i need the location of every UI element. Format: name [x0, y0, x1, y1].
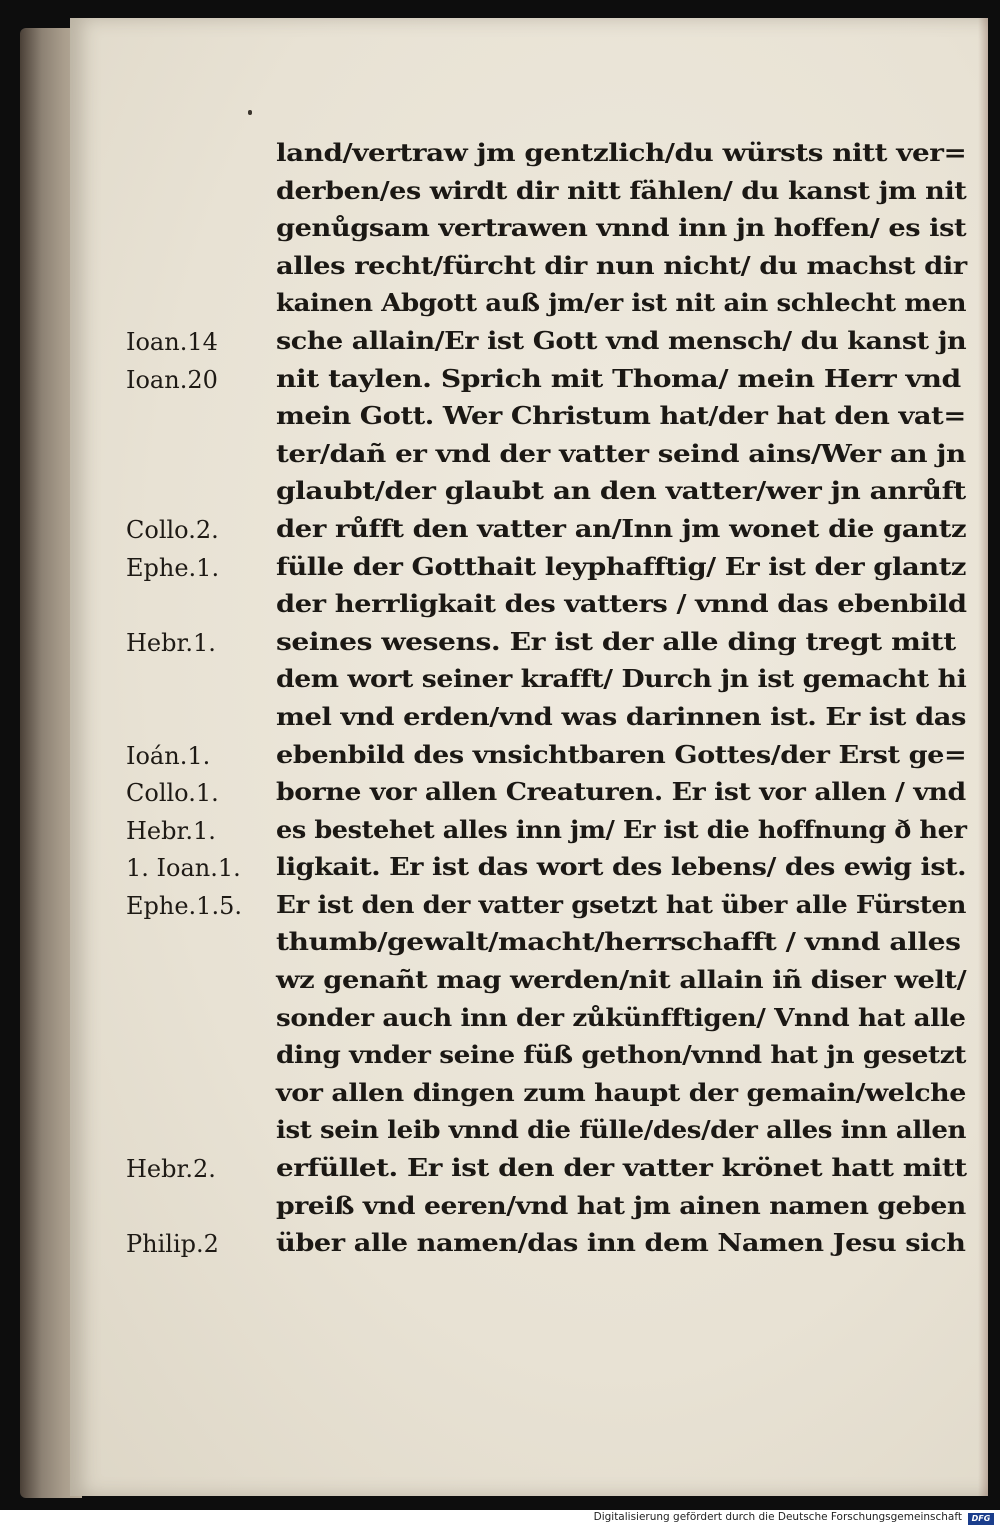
text-line: land/vertraw jm gentzlich/du würsts nitt ver= — [276, 138, 967, 167]
margin-reference: Hebr.2. — [126, 1155, 216, 1184]
margin-reference: 1. Ioan.1. — [126, 854, 241, 883]
margin-reference: Ephe.1. — [126, 553, 220, 582]
text-line: sonder auch inn der zůkünfftigen/ Vnnd hat alle — [276, 1002, 966, 1032]
margin-reference: Hebr.1. — [126, 628, 216, 657]
text-line: erfüllet. Er ist den der vatter krönet hatt mitt — [276, 1153, 967, 1183]
text-line: seines wesens. Er ist der alle ding tregt mitt — [276, 626, 956, 656]
text-line: kainen Abgott auß jm/er ist nit ain schlecht men — [276, 288, 967, 318]
text-line: mein Gott. Wer Christum hat/der hat den vat= — [276, 401, 966, 431]
dfg-logo: DFG — [968, 1513, 994, 1525]
text-line: preiß vnd eeren/vnd hat jm ainen namen geben — [276, 1190, 966, 1220]
margin-reference: Ioan.20 — [126, 365, 218, 394]
text-line: ligkait. Er ist das wort des lebens/ des ewig ist. — [276, 852, 967, 882]
text-line: mel vnd erden/vnd was darinnen ist. Er ist das — [276, 701, 967, 731]
margin-notes — [70, 18, 250, 1496]
text-line: wz genañt mag werden/nit allain iñ diser welt/ — [276, 965, 967, 995]
text-line: ebenbild des vnsichtbaren Gottes/der Erst ge= — [276, 739, 967, 769]
margin-reference: Philip.2 — [126, 1230, 219, 1259]
margin-reference: Ioán.1. — [126, 741, 211, 770]
text-line: ding vnder seine füß gethon/vnnd hat jn gesetzt — [276, 1040, 967, 1070]
text-line: borne vor allen Creaturen. Er ist vor allen / vnd — [276, 777, 966, 807]
text-line: es bestehet alles inn jm/ Er ist die hoffnung ð her — [276, 814, 967, 844]
text-line: genůgsam vertrawen vnnd inn jn hoffen/ es ist — [276, 213, 967, 243]
text-line: derben/es wirdt dir nitt fählen/ du kanst jm nit — [276, 175, 967, 205]
text-line: glaubt/der glaubt an den vatter/wer jn anrůft — [276, 476, 966, 506]
text-line: ist sein leib vnnd die fülle/des/der alles inn allen — [276, 1115, 967, 1145]
text-line: der herrligkait des vatters / vnnd das ebenbild — [276, 589, 967, 619]
text-line: dem wort seiner krafft/ Durch jn ist gemacht hi — [276, 664, 967, 694]
margin-reference: Collo.2. — [126, 516, 219, 544]
book-page — [70, 18, 988, 1496]
text-line: alles recht/fürcht dir nun nicht/ du machst dir — [276, 250, 967, 280]
footer-credit-text: Digitalisierung gefördert durch die Deutsche Forschungsgemeinschaft — [593, 1511, 962, 1523]
text-line: thumb/gewalt/macht/herrschafft / vnnd alles — [276, 927, 961, 957]
text-line: der růfft den vatter an/Inn jm wonet die gantz — [276, 513, 967, 543]
body-text — [276, 134, 966, 1262]
margin-reference: Hebr.1. — [126, 816, 216, 845]
text-line: ter/dañ er vnd der vatter seind ains/Wer an jn — [276, 438, 966, 468]
text-line: fülle der Gotthait leyphafftig/ Er ist der glantz — [276, 551, 967, 581]
margin-reference: Ephe.1.5. — [126, 892, 242, 920]
text-line: sche allain/Er ist Gott vnd mensch/ du kanst jn — [276, 325, 967, 355]
text-line: Er ist den der vatter gsetzt hat über alle Fürsten — [276, 889, 967, 919]
footer-bar — [0, 1510, 1000, 1528]
margin-reference: Collo.1. — [126, 779, 219, 808]
text-line: nit taylen. Sprich mit Thoma/ mein Herr vnd — [276, 363, 961, 393]
text-line: über alle namen/das inn dem Namen Jesu sich — [276, 1228, 966, 1258]
margin-reference: Ioan.14 — [126, 328, 218, 356]
text-line: vor allen dingen zum haupt der gemain/welche — [276, 1077, 967, 1107]
